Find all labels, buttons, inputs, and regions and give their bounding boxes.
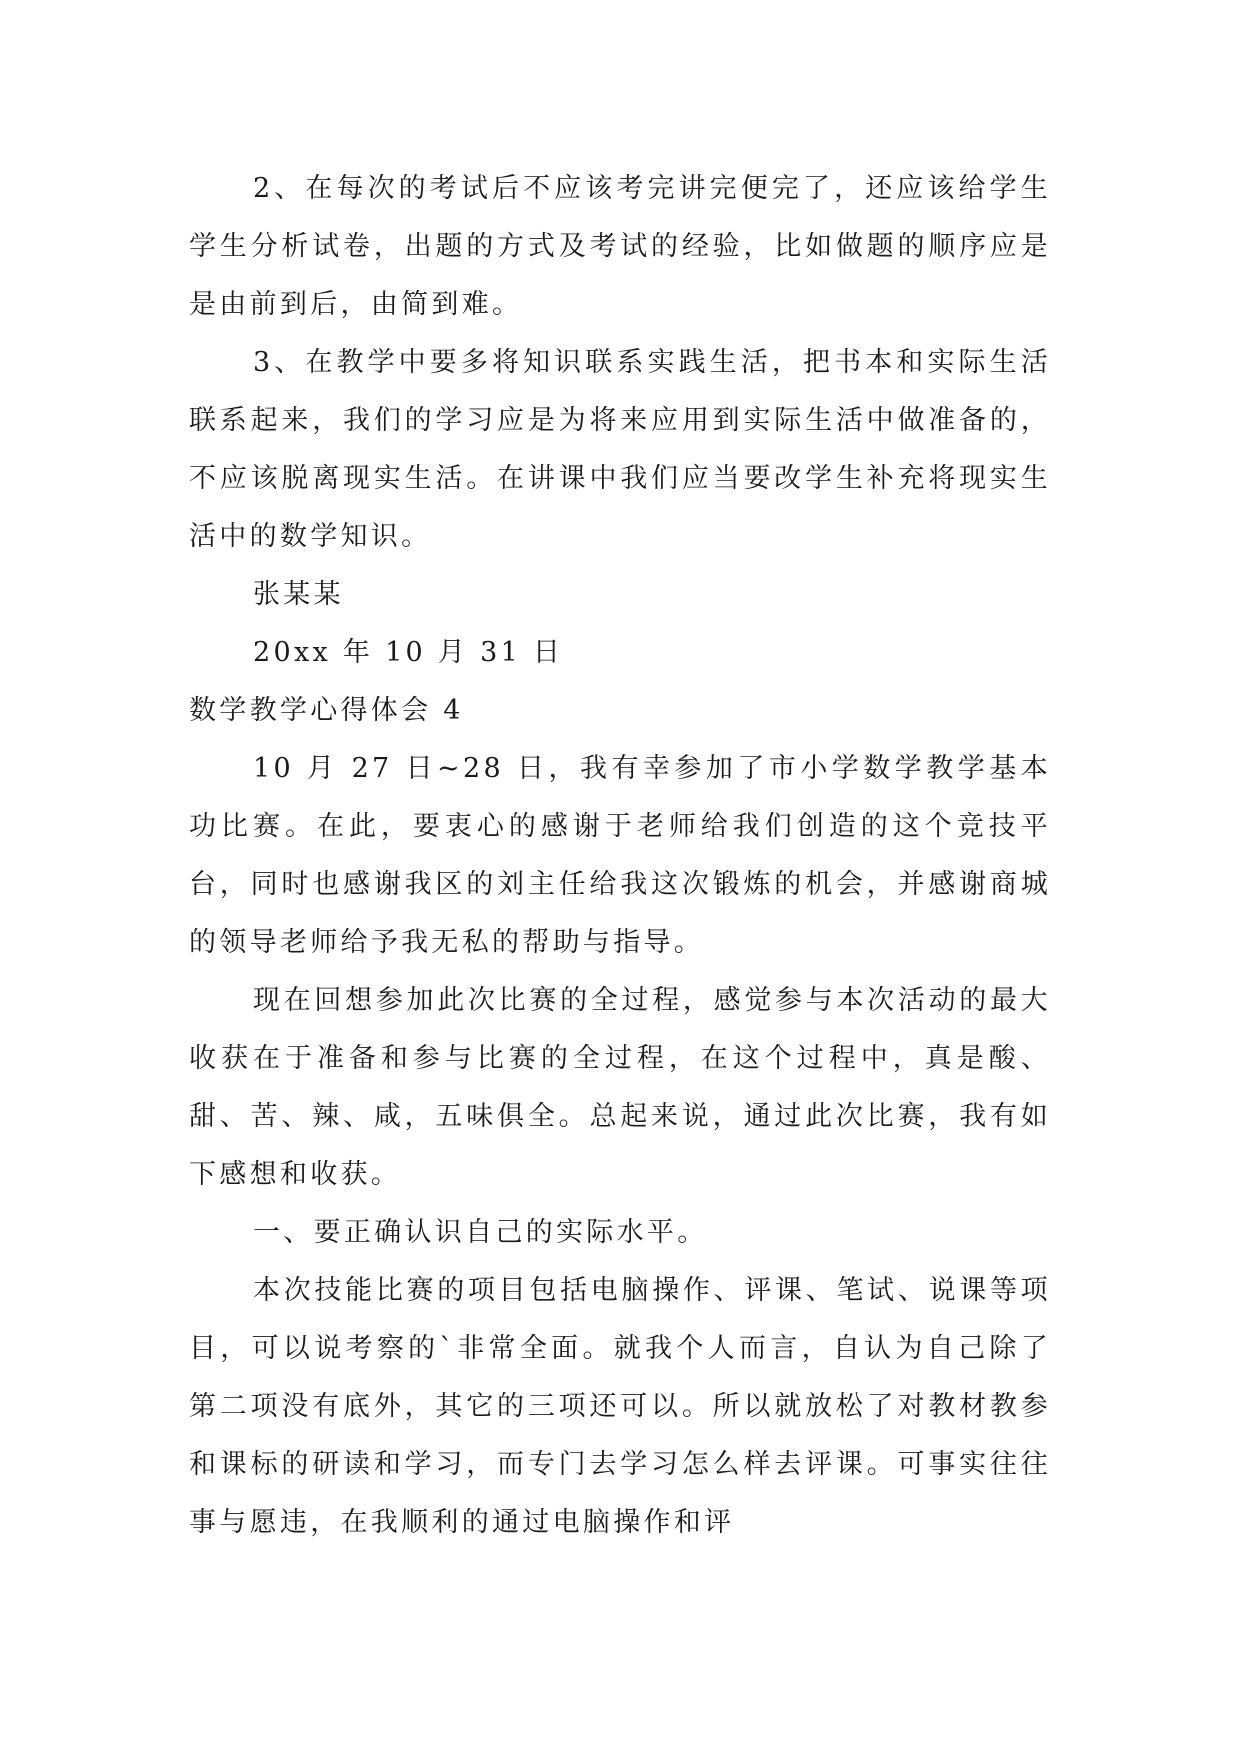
paragraph-real-life-link: 3、在教学中要多将知识联系实践生活，把书本和实际生活联系起来，我们的学习应是为将来应用到实际生活中做准备的，不应该脱离现实生活。在讲课中我们应当要改学生补充将现实生活中的数学知识。 [189, 347, 1051, 552]
section-heading: 数学教学心得体会 4 [189, 695, 464, 726]
paragraph-reflection: 现在回想参加此次比赛的全过程，感觉参与本次活动的最大收获在于准备和参与比赛的全过程，在这个过程中，真是酸、甜、苦、辣、咸，五味俱全。总起来说，通过此次比赛，我有如下感想和收获。 [189, 985, 1051, 1190]
paragraph-competition-intro: 10 月 27 日~28 日，我有幸参加了市小学数学教学基本功比赛。在此，要衷心的感谢于老师给我们创造的这个竞技平台，同时也感谢我区的刘主任给我这次锻炼的机会，并感谢商城的领导老师给予我无私的帮助与指导。 [189, 753, 1051, 958]
paragraph-exam-analysis: 2、在每次的考试后不应该考完讲完便完了，还应该给学生学生分析试卷，出题的方式及考试的经验，比如做题的顺序应是是由前到后，由简到难。 [189, 173, 1051, 320]
paragraph-competition-items: 本次技能比赛的项目包括电脑操作、评课、笔试、说课等项目，可以说考察的`非常全面。就我个人而言，自认为自己除了第二项没有底外，其它的三项还可以。所以就放松了对教材教参和课标的研读和学习，而专门去学习怎么样去评课。可事实往往事与愿违，在我顺利的通过电脑操作和评 [189, 1275, 1051, 1538]
signature-name: 张某某 [253, 579, 344, 610]
signature-date: 20xx 年 10 月 31 日 [253, 637, 564, 668]
document-body [189, 160, 1051, 1552]
paragraph-point-one: 一、要正确认识自己的实际水平。 [253, 1217, 708, 1248]
